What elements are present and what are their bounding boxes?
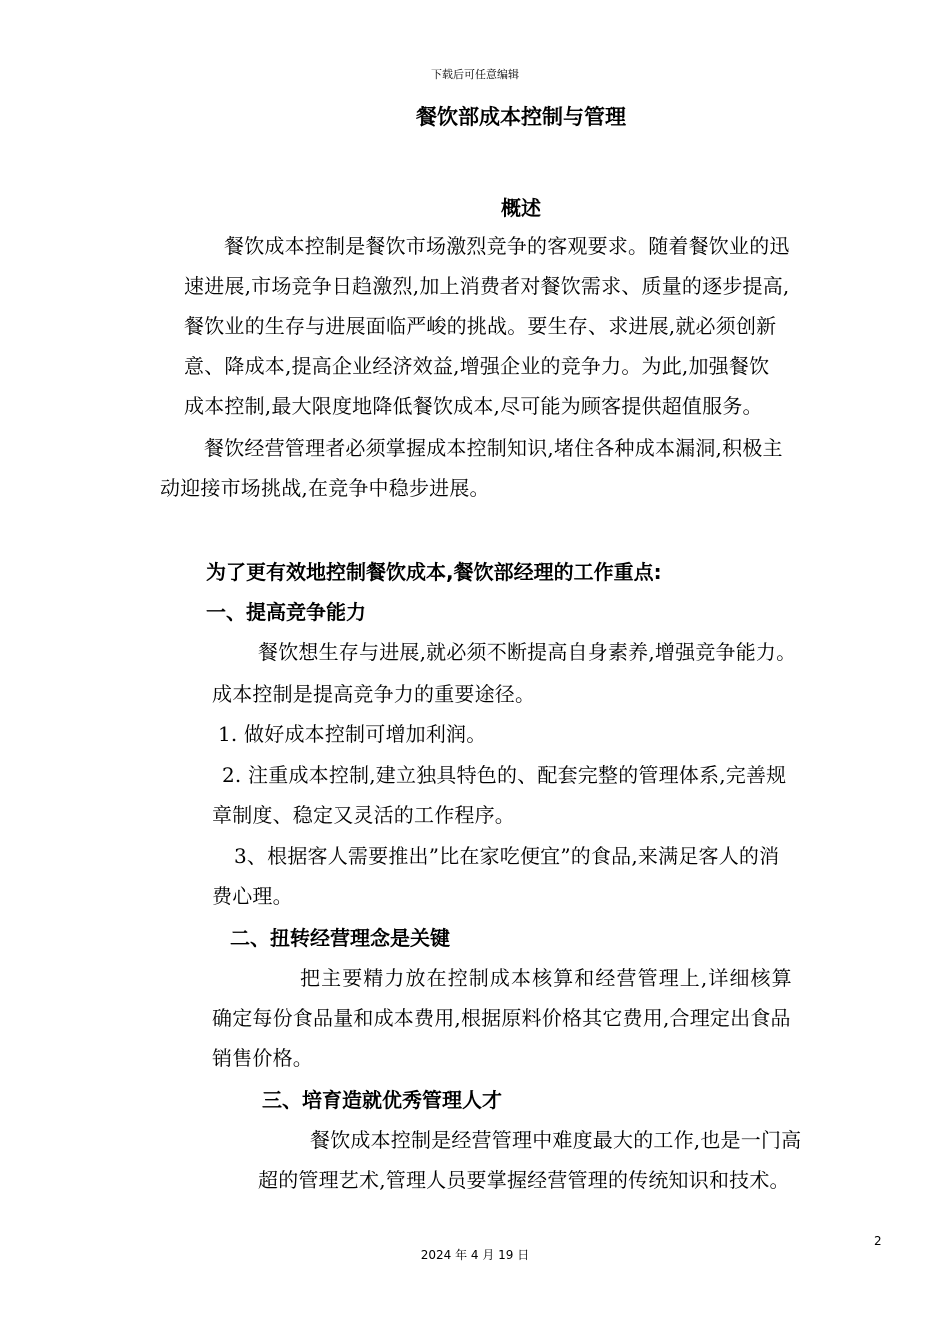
- overview-p1-line2: 速进展,市场竞争日趋激烈,加上消费者对餐饮需求、质量的逐步提高,: [184, 274, 790, 298]
- overview-p1-line5: 成本控制,最大限度地降低餐饮成本,尽可能为顾客提供超值服务。: [184, 394, 763, 418]
- overview-p1-line3: 餐饮业的生存与进展面临严峻的挑战。要生存、求进展,就必须创新: [184, 314, 777, 338]
- section1-item2-line1: 2. 注重成本控制,建立独具特色的、配套完整的管理体系,完善规: [222, 763, 787, 787]
- header-note: 下载后可任意编辑: [431, 68, 519, 81]
- section1-item3-line2: 费心理。: [212, 884, 293, 908]
- focus-heading: 为了更有效地控制餐饮成本,餐饮部经理的工作重点:: [206, 560, 662, 584]
- section1-item2-line2: 章制度、稳定又灵活的工作程序。: [212, 803, 515, 827]
- section3-heading: 三、培育造就优秀管理人才: [262, 1088, 502, 1112]
- section2-heading: 二、扭转经营理念是关键: [230, 926, 450, 950]
- page-number: 2: [874, 1234, 882, 1248]
- overview-p2-line1: 餐饮经营管理者必须掌握成本控制知识,堵住各种成本漏洞,积极主: [204, 436, 783, 460]
- section1-intro-line2: 成本控制是提高竞争力的重要途径。: [212, 682, 536, 706]
- overview-p2-line2: 动迎接市场挑战,在竞争中稳步进展。: [160, 476, 490, 500]
- overview-p1-line1: 餐饮成本控制是餐饮市场激烈竞争的客观要求。随着餐饮业的迅: [224, 234, 790, 258]
- section1-intro-line1: 餐饮想生存与进展,就必须不断提高自身素养,增强竞争能力。: [258, 640, 797, 664]
- overview-heading: 概述: [501, 196, 541, 220]
- section3-body-line2: 超的管理艺术,管理人员要掌握经营管理的传统知识和技术。: [258, 1168, 790, 1192]
- section2-body-line1: 把主要精力放在控制成本核算和经营管理上,详细核算: [300, 966, 793, 990]
- section3-body-line1: 餐饮成本控制是经营管理中难度最大的工作,也是一门高: [310, 1128, 802, 1152]
- section1-item3-line1: 3、根据客人需要推出”比在家吃便宜”的食品,来满足客人的消: [234, 844, 780, 868]
- section2-body-line2: 确定每份食品量和成本费用,根据原料价格其它费用,合理定出食品: [212, 1006, 791, 1030]
- overview-p1-line4: 意、降成本,提高企业经济效益,增强企业的竞争力。为此,加强餐饮: [184, 354, 770, 378]
- document-title: 餐饮部成本控制与管理: [416, 105, 626, 129]
- section1-heading: 一、提高竞争能力: [206, 600, 366, 624]
- section1-item1: 1. 做好成本控制可增加利润。: [218, 722, 487, 746]
- section2-body-line3: 销售价格。: [212, 1046, 313, 1070]
- footer-date: 2024 年 4 月 19 日: [420, 1248, 530, 1262]
